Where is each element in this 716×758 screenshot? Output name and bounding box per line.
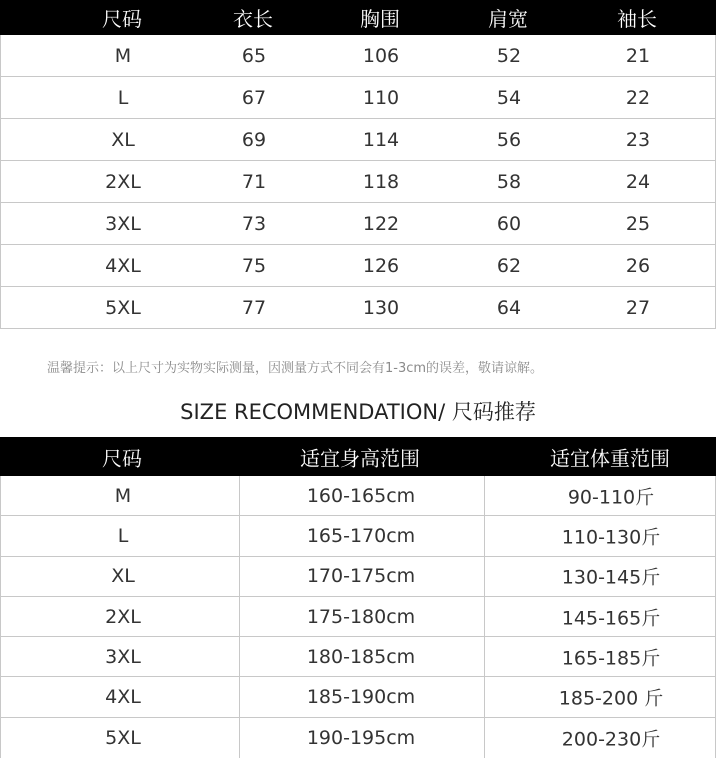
cell-weight-range: 145-165斤 <box>561 607 661 630</box>
header-size: 尺码 <box>102 7 142 31</box>
cell-size: 5XL <box>105 296 141 319</box>
table-row <box>1 557 715 597</box>
cell-weight-range: 165-185斤 <box>561 647 661 670</box>
cell-length: 71 <box>241 170 267 193</box>
cell-sleeve: 24 <box>625 170 651 193</box>
measurement-note: 温馨提示：以上尺寸为实物实际测量，因测量方式不同会有1-3cm的误差，敬请谅解。 <box>47 361 544 376</box>
cell-sleeve: 21 <box>625 44 651 67</box>
table-row <box>1 77 715 119</box>
cell-sleeve: 27 <box>625 296 651 319</box>
table-row <box>1 718 715 758</box>
cell-sleeve: 22 <box>625 86 651 109</box>
table-row <box>1 35 715 77</box>
header-size: 尺码 <box>102 446 142 470</box>
cell-length: 69 <box>241 128 267 151</box>
header-chest: 胸围 <box>360 7 400 31</box>
cell-size: M <box>114 44 132 67</box>
cell-size: L <box>117 524 129 547</box>
cell-shoulder: 64 <box>496 296 522 319</box>
cell-height-range: 185-190cm <box>306 686 416 709</box>
header-weight-range: 适宜体重范围 <box>550 446 670 470</box>
cell-weight-range: 200-230斤 <box>561 728 661 751</box>
cell-height-range: 180-185cm <box>306 645 416 668</box>
cell-size: 5XL <box>105 726 141 749</box>
cell-size: XL <box>111 128 135 151</box>
size-table-header <box>0 0 716 35</box>
cell-weight-range: 110-130斤 <box>561 526 661 549</box>
table-row <box>1 119 715 161</box>
cell-length: 65 <box>241 44 267 67</box>
cell-length: 67 <box>241 86 267 109</box>
cell-size: 2XL <box>105 170 141 193</box>
cell-shoulder: 56 <box>496 128 522 151</box>
cell-size: L <box>117 86 129 109</box>
cell-weight-range: 130-145斤 <box>561 566 661 589</box>
cell-size: 3XL <box>105 212 141 235</box>
size-table <box>0 0 716 329</box>
cell-height-range: 190-195cm <box>306 726 416 749</box>
table-row <box>1 287 715 329</box>
table-row <box>1 516 715 556</box>
cell-chest: 130 <box>362 296 400 319</box>
cell-chest: 110 <box>362 86 400 109</box>
cell-chest: 122 <box>362 212 400 235</box>
cell-size: M <box>114 484 132 507</box>
cell-chest: 114 <box>362 128 400 151</box>
cell-size: 3XL <box>105 645 141 668</box>
cell-chest: 126 <box>362 254 400 277</box>
table-row <box>1 161 715 203</box>
table-row <box>1 203 715 245</box>
cell-size: 4XL <box>105 254 141 277</box>
cell-shoulder: 54 <box>496 86 522 109</box>
cell-sleeve: 23 <box>625 128 651 151</box>
cell-sleeve: 26 <box>625 254 651 277</box>
header-height-range: 适宜身高范围 <box>300 446 420 470</box>
cell-shoulder: 62 <box>496 254 522 277</box>
cell-shoulder: 52 <box>496 44 522 67</box>
recommendation-title: SIZE RECOMMENDATION/ 尺码推荐 <box>180 400 536 424</box>
cell-size: XL <box>111 565 135 588</box>
cell-chest: 118 <box>362 170 400 193</box>
cell-shoulder: 60 <box>496 212 522 235</box>
cell-sleeve: 25 <box>625 212 651 235</box>
recommendation-table-header <box>0 437 716 476</box>
table-row <box>1 476 715 516</box>
header-shoulder: 肩宽 <box>488 7 528 31</box>
cell-height-range: 170-175cm <box>306 565 416 588</box>
table-row <box>1 637 715 677</box>
header-sleeve: 袖长 <box>617 7 657 31</box>
cell-height-range: 160-165cm <box>306 484 416 507</box>
header-length: 衣长 <box>233 7 273 31</box>
cell-length: 75 <box>241 254 267 277</box>
cell-length: 77 <box>241 296 267 319</box>
size-table-body <box>0 35 716 329</box>
cell-size: 4XL <box>105 686 141 709</box>
cell-weight-range: 90-110斤 <box>567 486 655 509</box>
cell-chest: 106 <box>362 44 400 67</box>
cell-height-range: 175-180cm <box>306 605 416 628</box>
cell-height-range: 165-170cm <box>306 524 416 547</box>
table-row <box>1 245 715 287</box>
table-row <box>1 597 715 637</box>
cell-weight-range: 185-200 斤 <box>558 687 664 710</box>
table-row <box>1 677 715 717</box>
cell-shoulder: 58 <box>496 170 522 193</box>
cell-length: 73 <box>241 212 267 235</box>
cell-size: 2XL <box>105 605 141 628</box>
recommendation-table-body <box>0 476 716 758</box>
recommendation-table <box>0 437 716 758</box>
